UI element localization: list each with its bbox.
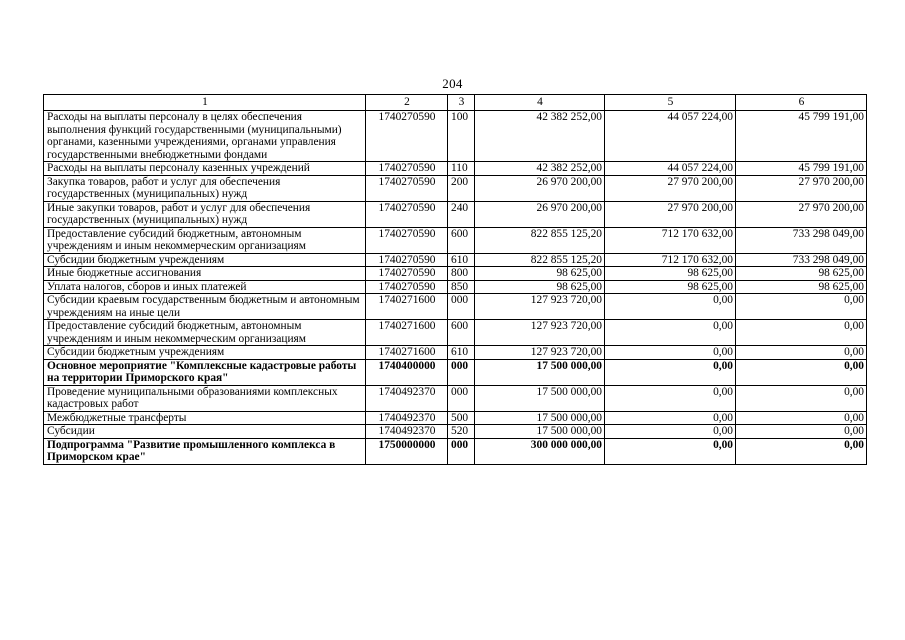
page-number: 204 — [442, 76, 463, 91]
table-row — [44, 175, 867, 201]
expense-type-cell: 100 — [448, 111, 475, 162]
target-code-cell: 1740270590 — [366, 267, 448, 281]
target-code-cell: 1740270590 — [366, 162, 448, 176]
amount-year2-cell: 0,00 — [605, 425, 736, 439]
budget-table — [43, 94, 867, 465]
target-code-cell: 1740400000 — [366, 359, 448, 385]
row-name-cell: Межбюджетные трансферты — [44, 411, 366, 425]
expense-type-cell: 520 — [448, 425, 475, 439]
target-code-cell: 1740270590 — [366, 227, 448, 253]
table-row — [44, 280, 867, 294]
row-name-cell: Предоставление субсидий бюджетным, автономным учреждениям и иным некоммерческим организациям — [44, 227, 366, 253]
expense-type-cell: 000 — [448, 294, 475, 320]
expense-type-cell: 000 — [448, 385, 475, 411]
target-code-cell: 1740270590 — [366, 111, 448, 162]
amount-year1-cell: 98 625,00 — [475, 267, 605, 281]
column-header: 6 — [736, 95, 867, 111]
amount-year3-cell: 733 298 049,00 — [736, 227, 867, 253]
amount-year3-cell: 0,00 — [736, 320, 867, 346]
column-header: 4 — [475, 95, 605, 111]
expense-type-cell: 000 — [448, 359, 475, 385]
table-row — [44, 201, 867, 227]
amount-year2-cell: 712 170 632,00 — [605, 227, 736, 253]
amount-year3-cell: 0,00 — [736, 425, 867, 439]
amount-year3-cell: 733 298 049,00 — [736, 253, 867, 267]
amount-year1-cell: 42 382 252,00 — [475, 111, 605, 162]
table-row — [44, 359, 867, 385]
amount-year2-cell: 27 970 200,00 — [605, 175, 736, 201]
amount-year1-cell: 127 923 720,00 — [475, 320, 605, 346]
target-code-cell: 1740271600 — [366, 320, 448, 346]
row-name-cell: Предоставление субсидий бюджетным, автономным учреждениям и иным некоммерческим организациям — [44, 320, 366, 346]
table-row — [44, 385, 867, 411]
table-row — [44, 411, 867, 425]
amount-year3-cell: 27 970 200,00 — [736, 201, 867, 227]
table-row — [44, 162, 867, 176]
table-row — [44, 425, 867, 439]
target-code-cell: 1740492370 — [366, 425, 448, 439]
amount-year2-cell: 0,00 — [605, 359, 736, 385]
row-name-cell: Расходы на выплаты персоналу казенных учреждений — [44, 162, 366, 176]
row-name-cell: Субсидии — [44, 425, 366, 439]
column-header: 1 — [44, 95, 366, 111]
amount-year3-cell: 0,00 — [736, 359, 867, 385]
row-name-cell: Иные бюджетные ассигнования — [44, 267, 366, 281]
amount-year2-cell: 27 970 200,00 — [605, 201, 736, 227]
expense-type-cell: 500 — [448, 411, 475, 425]
amount-year3-cell: 98 625,00 — [736, 280, 867, 294]
table-row — [44, 227, 867, 253]
expense-type-cell: 800 — [448, 267, 475, 281]
amount-year2-cell: 0,00 — [605, 346, 736, 360]
amount-year2-cell: 0,00 — [605, 385, 736, 411]
table-row — [44, 111, 867, 162]
expense-type-cell: 110 — [448, 162, 475, 176]
amount-year2-cell: 0,00 — [605, 438, 736, 464]
amount-year3-cell: 45 799 191,00 — [736, 111, 867, 162]
row-name-cell: Субсидии краевым государственным бюджетным и автономным учреждениям на иные цели — [44, 294, 366, 320]
amount-year1-cell: 822 855 125,20 — [475, 253, 605, 267]
amount-year1-cell: 26 970 200,00 — [475, 175, 605, 201]
row-name-cell: Уплата налогов, сборов и иных платежей — [44, 280, 366, 294]
target-code-cell: 1740492370 — [366, 385, 448, 411]
row-name-cell: Иные закупки товаров, работ и услуг для обеспечения государственных (муниципальных) нужд — [44, 201, 366, 227]
column-header: 3 — [448, 95, 475, 111]
amount-year2-cell: 98 625,00 — [605, 267, 736, 281]
amount-year3-cell: 0,00 — [736, 385, 867, 411]
amount-year1-cell: 300 000 000,00 — [475, 438, 605, 464]
amount-year1-cell: 98 625,00 — [475, 280, 605, 294]
target-code-cell: 1740270590 — [366, 201, 448, 227]
target-code-cell: 1750000000 — [366, 438, 448, 464]
amount-year1-cell: 127 923 720,00 — [475, 346, 605, 360]
amount-year1-cell: 822 855 125,20 — [475, 227, 605, 253]
amount-year2-cell: 98 625,00 — [605, 280, 736, 294]
amount-year3-cell: 98 625,00 — [736, 267, 867, 281]
amount-year2-cell: 712 170 632,00 — [605, 253, 736, 267]
expense-type-cell: 600 — [448, 320, 475, 346]
amount-year1-cell: 17 500 000,00 — [475, 359, 605, 385]
row-name-cell: Субсидии бюджетным учреждениям — [44, 253, 366, 267]
expense-type-cell: 850 — [448, 280, 475, 294]
amount-year2-cell: 44 057 224,00 — [605, 162, 736, 176]
row-name-cell: Расходы на выплаты персоналу в целях обеспечения выполнения функций государственными (муниципальными) органами, казенными учреждениями, органами управления государственными внебюджетными фондами — [44, 111, 366, 162]
amount-year1-cell: 26 970 200,00 — [475, 201, 605, 227]
amount-year3-cell: 0,00 — [736, 346, 867, 360]
table-row — [44, 438, 867, 464]
row-name-cell: Основное мероприятие "Комплексные кадастровые работы на территории Приморского края" — [44, 359, 366, 385]
table-row — [44, 294, 867, 320]
amount-year1-cell: 17 500 000,00 — [475, 425, 605, 439]
expense-type-cell: 240 — [448, 201, 475, 227]
expense-type-cell: 200 — [448, 175, 475, 201]
expense-type-cell: 610 — [448, 253, 475, 267]
row-name-cell: Закупка товаров, работ и услуг для обеспечения государственных (муниципальных) нужд — [44, 175, 366, 201]
target-code-cell: 1740270590 — [366, 175, 448, 201]
amount-year1-cell: 17 500 000,00 — [475, 385, 605, 411]
amount-year2-cell: 0,00 — [605, 320, 736, 346]
amount-year3-cell: 45 799 191,00 — [736, 162, 867, 176]
amount-year2-cell: 0,00 — [605, 411, 736, 425]
expense-type-cell: 600 — [448, 227, 475, 253]
target-code-cell: 1740271600 — [366, 294, 448, 320]
header-row — [44, 95, 867, 111]
column-header: 5 — [605, 95, 736, 111]
amount-year3-cell: 0,00 — [736, 411, 867, 425]
target-code-cell: 1740270590 — [366, 280, 448, 294]
table-row — [44, 267, 867, 281]
amount-year3-cell: 0,00 — [736, 438, 867, 464]
table-row — [44, 320, 867, 346]
table-row — [44, 253, 867, 267]
amount-year1-cell: 127 923 720,00 — [475, 294, 605, 320]
amount-year1-cell: 42 382 252,00 — [475, 162, 605, 176]
table-row — [44, 346, 867, 360]
row-name-cell: Подпрограмма "Развитие промышленного комплекса в Приморском крае" — [44, 438, 366, 464]
target-code-cell: 1740271600 — [366, 346, 448, 360]
amount-year3-cell: 27 970 200,00 — [736, 175, 867, 201]
expense-type-cell: 000 — [448, 438, 475, 464]
column-header: 2 — [366, 95, 448, 111]
row-name-cell: Проведение муниципальными образованиями комплексных кадастровых работ — [44, 385, 366, 411]
expense-type-cell: 610 — [448, 346, 475, 360]
amount-year1-cell: 17 500 000,00 — [475, 411, 605, 425]
target-code-cell: 1740492370 — [366, 411, 448, 425]
target-code-cell: 1740270590 — [366, 253, 448, 267]
row-name-cell: Субсидии бюджетным учреждениям — [44, 346, 366, 360]
amount-year3-cell: 0,00 — [736, 294, 867, 320]
amount-year2-cell: 44 057 224,00 — [605, 111, 736, 162]
amount-year2-cell: 0,00 — [605, 294, 736, 320]
